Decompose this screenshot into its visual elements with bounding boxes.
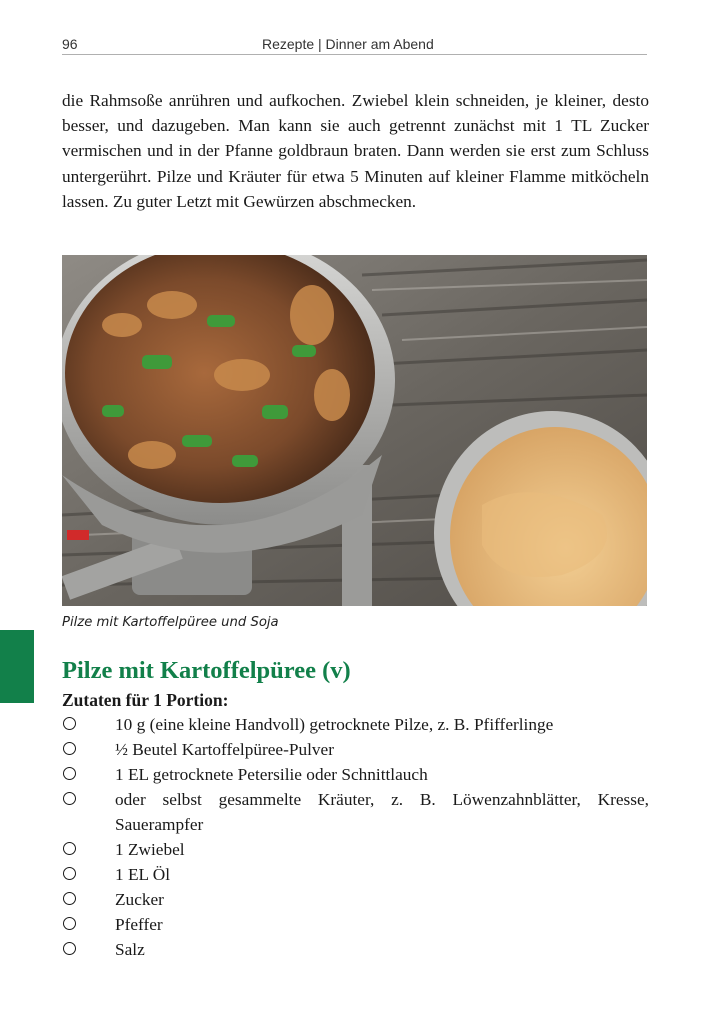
page-number: 96 [62, 36, 78, 52]
photo-caption: Pilze mit Kartoffelpüree und Soja [62, 615, 279, 630]
ingredient-text: ½ Beutel Kartoffelpüree-Pulver [115, 740, 334, 759]
circle-bullet-icon [63, 842, 76, 855]
ingredient-item [62, 862, 649, 887]
ingredient-item [62, 787, 649, 837]
circle-bullet-icon [63, 867, 76, 880]
ingredient-text: 1 EL Öl [115, 865, 171, 884]
circle-bullet-icon [63, 942, 76, 955]
circle-bullet-icon [63, 767, 76, 780]
ingredient-text: 1 Zwiebel [115, 840, 185, 859]
ingredient-item [62, 737, 649, 762]
recipe-title: Pilze mit Kartoffelpüree (v) [62, 657, 351, 684]
recipe-photo [62, 255, 647, 606]
circle-bullet-icon [63, 917, 76, 930]
ingredients-heading: Zutaten für 1 Portion: [62, 690, 229, 710]
page-header [62, 36, 647, 55]
ingredient-item [62, 937, 649, 962]
circle-bullet-icon [63, 892, 76, 905]
ingredient-text: Zucker [115, 890, 164, 909]
photo-illustration [62, 255, 647, 606]
ingredient-text: 1 EL getrocknete Petersilie oder Schnittlauch [115, 765, 428, 784]
circle-bullet-icon [63, 717, 76, 730]
intro-paragraph: die Rahmsoße anrühren und aufkochen. Zwiebel klein schneiden, je kleiner, desto besser, und dazugeben. Man kann sie auch getrennt zunächst mit 1 TL Zucker vermischen und in der Pfanne goldbraun braten. Dann werden sie erst zum Schluss untergerührt. Pilze und Kräuter für etwa 5 Minuten auf kleiner Flamme mitköcheln lassen. Zu guter Letzt mit Gewürzen abschmecken. [62, 91, 649, 211]
running-title: Rezepte | Dinner am Abend [262, 36, 434, 52]
circle-bullet-icon [63, 742, 76, 755]
ingredient-item [62, 837, 649, 862]
chapter-tab-marker [0, 630, 34, 703]
ingredient-text: Pfeffer [115, 915, 163, 934]
ingredient-text: Salz [115, 940, 145, 959]
ingredient-list [62, 712, 649, 962]
ingredient-item [62, 762, 649, 787]
ingredient-item [62, 912, 649, 937]
circle-bullet-icon [63, 792, 76, 805]
ingredient-item [62, 712, 649, 737]
ingredient-item [62, 887, 649, 912]
ingredient-text: oder selbst gesammelte Kräuter, z. B. Löwenzahnblätter, Kresse, Sauerampfer [115, 790, 649, 834]
ingredient-text: 10 g (eine kleine Handvoll) getrocknete Pilze, z. B. Pfifferlinge [115, 715, 554, 734]
